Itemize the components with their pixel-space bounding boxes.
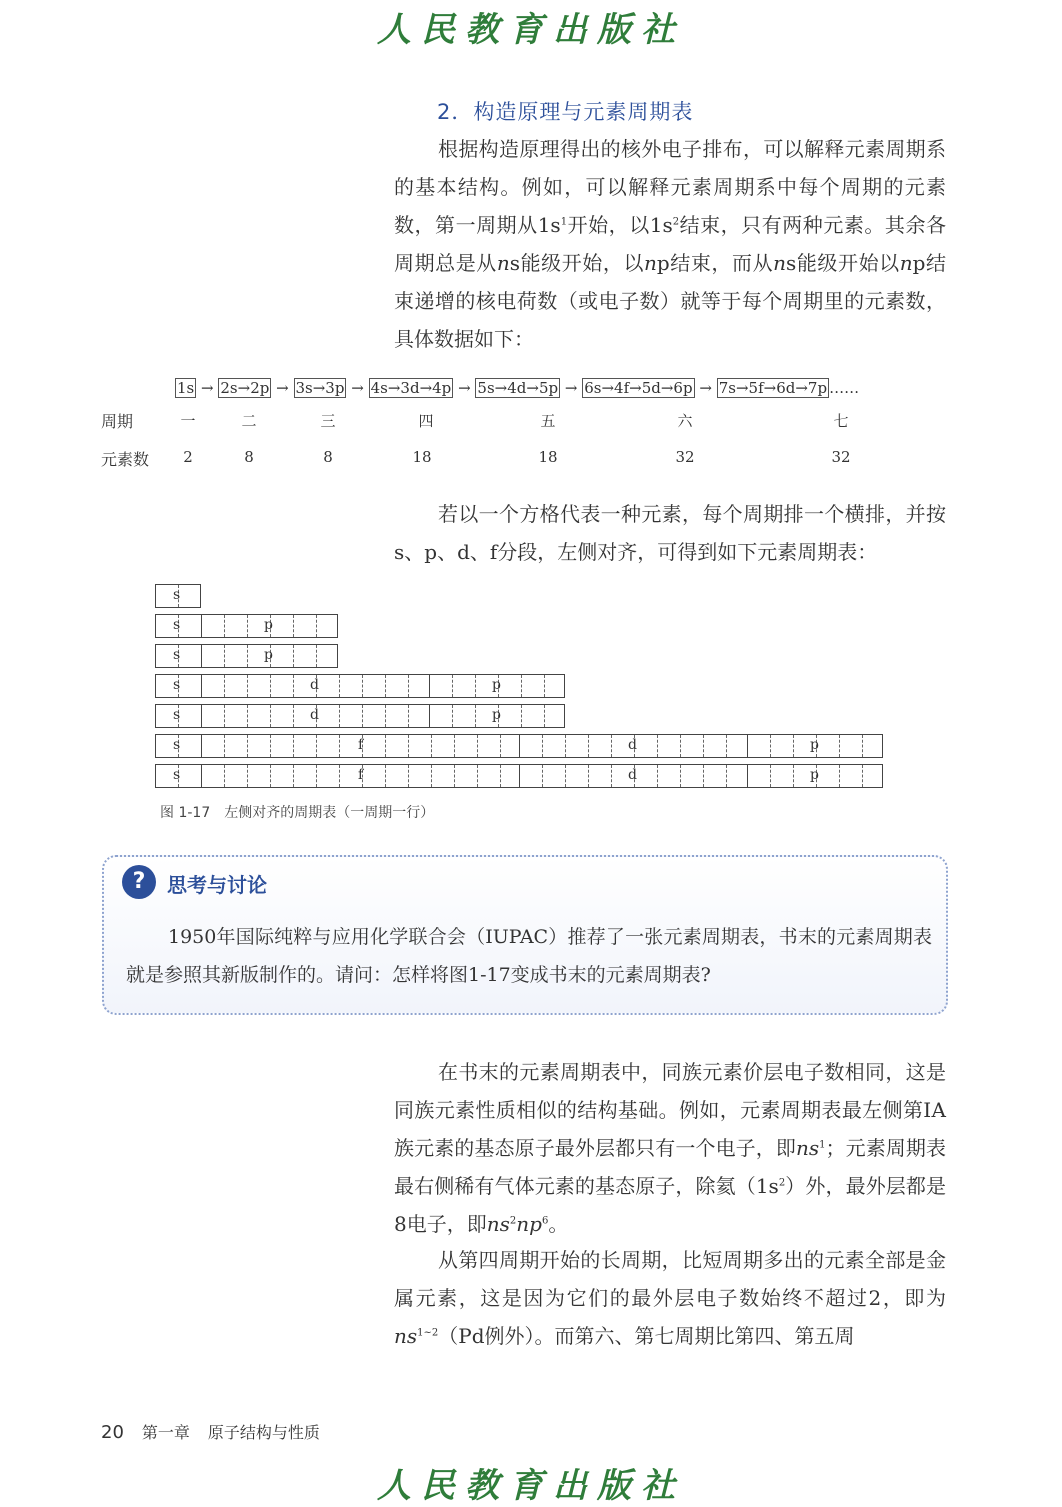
block-s-label: s xyxy=(173,737,181,753)
block-s-label: s xyxy=(173,647,181,663)
figure-row-4 xyxy=(155,674,565,698)
block-p-label: p xyxy=(492,707,501,723)
paragraph-3: 在书末的元素周期表中，同族元素价层电子数相同，这是同族元素性质相似的结构基础。例如，元素周期表最左侧第ⅠA族元素的基态原子最外层都只有一个电子，即$ns^1$；元素周期表最右侧稀有气体元素的基态原子，除氦$(1s^2)$外，最外层都是8电子，即$ns^2np^6$。 xyxy=(394,1060,947,1236)
chapter-label: 第一章 xyxy=(141,1423,190,1442)
count-cell: 2 xyxy=(183,448,193,466)
block-p-label: p xyxy=(264,647,273,663)
period-row-label: 周期 xyxy=(101,412,134,431)
discussion-text: 1950年国际纯粹与应用化学联合会（IUPAC）推荐了一张元素周期表，书末的元素周期表就是参照其新版制作的。请问：怎样将图1-17变成书末的元素周期表? xyxy=(126,926,932,986)
block-s-label: s xyxy=(173,587,181,603)
block-p-label: p xyxy=(264,617,273,633)
discussion-title: 思考与讨论 xyxy=(167,873,267,897)
block-s-label: s xyxy=(173,677,181,693)
paragraph-4: 从第四周期开始的长周期，比短周期多出的元素全部是金属元素，这是因为它们的最外层电子数始终不超过2，即为$ns^{1\sim 2}(Pd$例外）。而第六、第七周期比第四、第五周 xyxy=(394,1248,946,1348)
count-cell: 32 xyxy=(675,448,695,466)
figure-row-3 xyxy=(155,644,338,668)
block-s-label: s xyxy=(173,767,181,783)
figure-row-2 xyxy=(155,614,338,638)
seq-group-5: 5s→4d→5p xyxy=(477,379,559,397)
block-p-label: p xyxy=(810,767,819,783)
count-cell: 8 xyxy=(244,448,254,466)
period-cell: 五 xyxy=(540,412,556,430)
block-d-label: d xyxy=(310,707,319,723)
seq-group-4: 4s→3d→4p xyxy=(370,379,452,397)
seq-group-3: 3s→3p xyxy=(295,379,345,397)
block-s-label: s xyxy=(173,617,181,633)
block-p-label: p xyxy=(492,677,501,693)
publisher-logo-top: 人民教育出版社 xyxy=(377,10,685,50)
section-title: 2．构造原理与元素周期表 xyxy=(437,100,694,124)
figure-caption: 图 1-17 左侧对齐的周期表（一周期一行） xyxy=(160,805,435,821)
page-footer xyxy=(101,1420,320,1443)
count-cell: 18 xyxy=(412,448,432,466)
period-cell: 七 xyxy=(833,412,849,430)
figure-row-7 xyxy=(155,764,883,788)
block-f-label: f xyxy=(358,737,364,753)
period-cell: 六 xyxy=(677,412,693,430)
block-d-label: d xyxy=(628,737,637,753)
paragraph-1: 根据构造原理得出的核外电子排布，可以解释元素周期系的基本结构。例如，可以解释元素周期系中每个周期的元素数，第一周期从$1s^1$开始，以$1s^2$结束，只有两种元素。其余各周期总是从ns能级开始，以np结束，而从ns能级开始以np结束递增的核电荷数（或电子数）就等于每个周期里的元素数，具体数据如下： xyxy=(394,137,946,351)
energy-level-sequence: 1s → 2s→2p → 3s→3p → 4s→3d→4p → 5s→4d→5p → 6s→4f→5d→6p → 7s→5f→6d→7p …… xyxy=(177,379,860,397)
chapter-title: 原子结构与性质 xyxy=(207,1423,320,1442)
figure-row-5 xyxy=(155,704,565,728)
block-d-label: d xyxy=(310,677,319,693)
figure-row-6 xyxy=(155,734,883,758)
block-d-label: d xyxy=(628,767,637,783)
count-cell: 8 xyxy=(323,448,333,466)
count-cell: 32 xyxy=(831,448,851,466)
figure-row-1 xyxy=(155,584,201,608)
count-row-label: 元素数 xyxy=(101,450,150,469)
publisher-logo-bottom: 人民教育出版社 xyxy=(377,1466,685,1506)
block-s-label: s xyxy=(173,707,181,723)
question-icon: ? xyxy=(122,865,156,899)
seq-group-7: 7s→5f→6d→7p xyxy=(718,379,828,397)
period-cell: 四 xyxy=(418,412,434,430)
period-cell: 二 xyxy=(241,412,257,430)
block-f-label: f xyxy=(358,767,364,783)
count-cell: 18 xyxy=(538,448,558,466)
paragraph-2: 若以一个方格代表一种元素，每个周期排一个横排，并按s、p、d、f分段，左侧对齐，可得到如下元素周期表： xyxy=(394,502,946,564)
seq-group-2: 2s→2p xyxy=(220,379,270,397)
seq-group-1: 1s xyxy=(177,379,195,397)
page-number: 20 xyxy=(101,1422,124,1443)
seq-group-6: 6s→4f→5d→6p xyxy=(584,379,693,397)
period-cell: 三 xyxy=(320,412,336,430)
block-p-label: p xyxy=(810,737,819,753)
period-cell: 一 xyxy=(180,412,196,430)
